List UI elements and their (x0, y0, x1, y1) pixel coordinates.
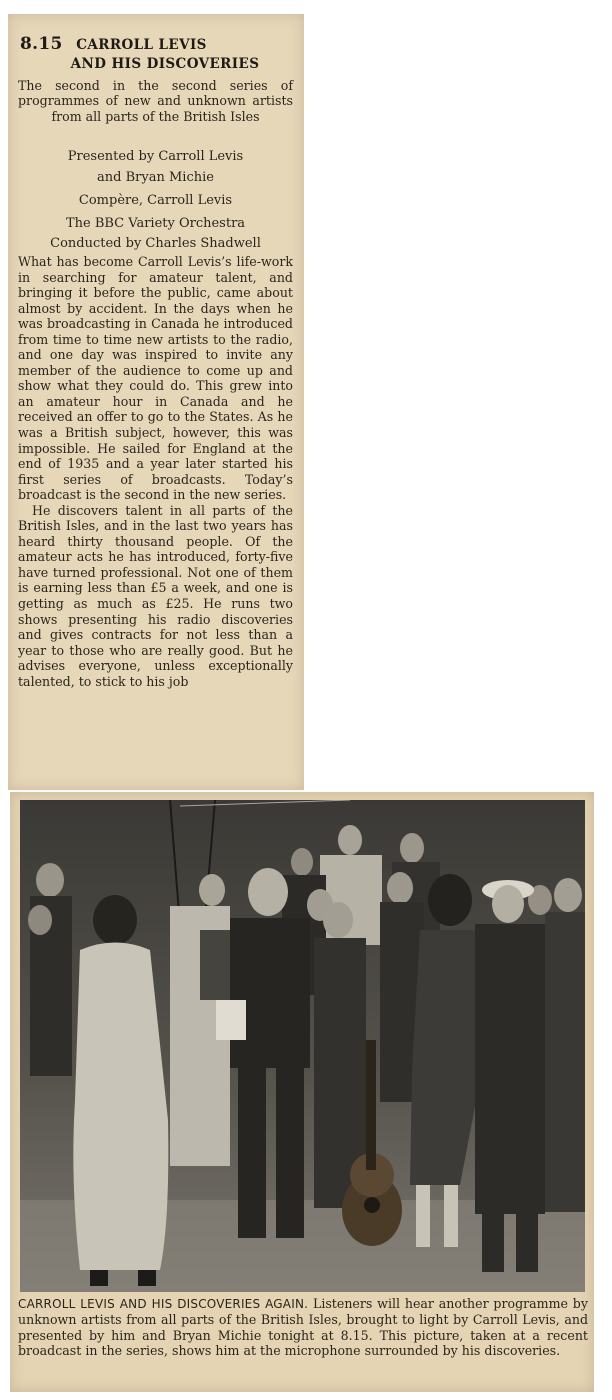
article-paragraph-2: He discovers talent in all parts of the British Isles, and in the last two years has heard thirty thousand people. Of the amateur acts he has introduced, forty-five have turned professional. Not one of them is earning less than £5 a week, and one is getting as much as £25. He runs two shows presenting his radio discoveries and gives contracts for not less than a year to those who are really good. But he advises everyone, unless exceptionally talented, to stick to his job (18, 502, 293, 689)
conductor-line: Conducted by Charles Shadwell (50, 236, 261, 251)
listing-heading (20, 34, 290, 72)
compere-line: Compère, Carroll Levis (78, 193, 233, 208)
article-body (18, 254, 293, 689)
listing-title-line2: AND HIS DISCOVERIES (70, 56, 260, 72)
listing-subtitle: The second in the second series of programmes of new and unknown artists from all parts of the British Isles (18, 78, 293, 124)
listing-title-line1: CARROLL LEVIS (76, 37, 207, 53)
photo-illustration (20, 800, 585, 1292)
broadcast-photograph (20, 800, 585, 1292)
presented-by-line2: and Bryan Michie (97, 170, 214, 185)
article-paragraph-1: What has become Carroll Levis’s life-work in searching for amateur talent, and bringing it before the public, came about almost by accident. In the days when he was broadcasting in Canada he introduced from time to time new artists to the radio, and one day was inspired to invite any member of the audience to come up and show what they could do. This grew into an amateur hour in Canada and he received an offer to go to the States. As he was a British subject, however, this was impossible. He sailed for England at the end of 1935 and a year later started his first series of broadcasts. Today’s broadcast is the second in the new series. (18, 254, 293, 503)
caption-text: Listeners will hear another programme by unknown artists from all parts of the British Isles, brought to light by Carroll Levis, and presented by him and Bryan Michie tonight at 8.15. This picture, taken at a recent broadcast in the series, shows him at the microphone surrounded by his discoveries. (18, 1296, 588, 1359)
caption-heading: CARROLL LEVIS AND HIS DISCOVERIES AGAIN. (18, 1297, 309, 1311)
photo-caption (18, 1296, 588, 1359)
listing-time: 8.15 (20, 34, 63, 54)
orchestra-line: The BBC Variety Orchestra (65, 216, 246, 231)
presented-by-line1: Presented by Carroll Levis (67, 149, 244, 164)
